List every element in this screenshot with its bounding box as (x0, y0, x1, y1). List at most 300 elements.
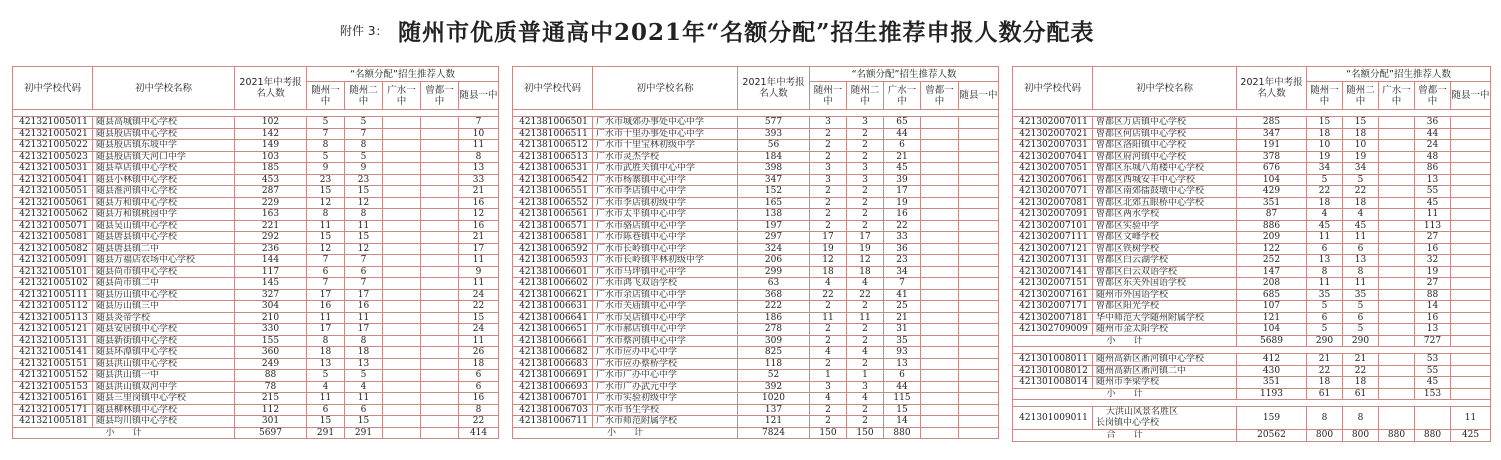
school-code: 421381006661 (513, 335, 593, 347)
school-name: 广水市长岭镇平林初级中学 (593, 255, 738, 267)
quota-sz1: 11 (1307, 232, 1343, 244)
quota-gs1: 19 (884, 197, 921, 209)
quota-sz1: 6 (307, 266, 345, 278)
quota-sx1 (1451, 243, 1491, 255)
quota-sz2: 2 (847, 335, 884, 347)
quota-sz1: 4 (307, 381, 345, 393)
quota-sz1: 16 (307, 301, 345, 313)
quota-sx1: 16 (459, 197, 499, 209)
school-code: 421381006542 (513, 174, 593, 186)
school-code: 421381006581 (513, 232, 593, 244)
spacer-row (1013, 400, 1491, 407)
school-name: 曾都区白云湖学校 (1093, 255, 1237, 267)
quota-zd1 (421, 255, 459, 267)
quota-zd1 (421, 324, 459, 336)
quota-sx1 (1451, 354, 1491, 366)
applicant-count: 222 (738, 301, 810, 313)
school-name: 随州高新区淅河镇中心学校 (1093, 354, 1237, 366)
applicant-count: 1193 (1237, 388, 1307, 400)
table-row (1013, 278, 1491, 290)
school-code: 421302007061 (1013, 174, 1093, 186)
quota-sz2: 11 (1343, 232, 1379, 244)
spacer-cell (13, 110, 499, 117)
school-name: 随县殷店镇天河口中学 (93, 151, 235, 163)
spacer-row (1013, 347, 1491, 354)
school-name: 随县淮河镇中心学校 (93, 186, 235, 198)
col-header-sx1: 随县一中 (1451, 82, 1491, 110)
quota-gs1 (1379, 243, 1415, 255)
quota-sz1: 2 (810, 220, 847, 232)
quota-sz1: 22 (810, 289, 847, 301)
quota-sz2: 7 (345, 128, 383, 140)
quota-sx1: 13 (459, 163, 499, 175)
applicant-count: 121 (738, 416, 810, 428)
quota-sx1 (1451, 324, 1491, 336)
school-code: 421321005112 (13, 301, 93, 313)
quota-gs1: 13 (884, 358, 921, 370)
quota-sz2: 6 (345, 404, 383, 416)
quota-sz2: 17 (345, 289, 383, 301)
quota-gs1 (1379, 335, 1415, 347)
quota-sx1: 425 (1451, 430, 1491, 442)
table-row (1013, 407, 1491, 430)
applicant-count: 102 (235, 117, 307, 129)
quota-zd1 (921, 393, 959, 405)
school-name: 曾都区北郊五眼桥中心学校 (1093, 197, 1237, 209)
school-code: 421321005081 (13, 232, 93, 244)
applicant-count: 1020 (738, 393, 810, 405)
school-code: 421302007121 (1013, 243, 1093, 255)
quota-gs1 (383, 209, 421, 221)
school-code: 421302007181 (1013, 312, 1093, 324)
table-row (513, 266, 999, 278)
quota-gs1: 880 (884, 427, 921, 439)
quota-gs1 (383, 174, 421, 186)
col-header-gs1: 广水一中 (383, 82, 421, 110)
school-name: 随县高城镇中心学校 (93, 117, 235, 129)
school-code: 421321005051 (13, 186, 93, 198)
school-code: 421381006501 (513, 117, 593, 129)
quota-sz2: 150 (847, 427, 884, 439)
quota-sz1: 9 (307, 163, 345, 175)
school-name: 随县柳林镇中心学校 (93, 404, 235, 416)
quota-gs1 (383, 427, 421, 439)
table-row (13, 232, 499, 244)
quota-zd1 (921, 186, 959, 198)
applicant-count: 152 (738, 186, 810, 198)
quota-sz2: 17 (847, 232, 884, 244)
quota-zd1 (421, 335, 459, 347)
table-row (13, 128, 499, 140)
school-name-line1: 大洪山风景名胜区 (1106, 407, 1179, 417)
table-row (513, 117, 999, 129)
table-row (513, 335, 999, 347)
applicant-count: 292 (235, 232, 307, 244)
school-name: 随县厉山镇中心学校 (93, 289, 235, 301)
quota-sz2: 19 (1343, 151, 1379, 163)
quota-gs1 (383, 255, 421, 267)
table-row (513, 381, 999, 393)
col-header-group: “名额分配”招生推荐人数 (810, 67, 999, 82)
school-name: 随县殷店镇中心学校 (93, 128, 235, 140)
quota-sz2: 15 (1343, 117, 1379, 129)
quota-gs1 (383, 140, 421, 152)
quota-sz1: 2 (810, 335, 847, 347)
table-row (513, 128, 999, 140)
school-code: 421381006602 (513, 278, 593, 290)
quota-sz1: 7 (307, 128, 345, 140)
quota-sz1: 3 (810, 117, 847, 129)
quota-gs1 (383, 232, 421, 244)
quota-sz1: 2 (810, 404, 847, 416)
quota-zd1 (421, 163, 459, 175)
table-row (1013, 128, 1491, 140)
school-name-line2: 长岗镇中心学校 (1096, 418, 1160, 428)
quota-sz1: 15 (1307, 117, 1343, 129)
applicant-count: 122 (1237, 243, 1307, 255)
quota-sz1: 2 (810, 128, 847, 140)
table-row (1013, 255, 1491, 267)
school-code: 421381006571 (513, 220, 593, 232)
school-name: 随州高新区淅河镇二中 (1093, 365, 1237, 377)
quota-gs1 (1379, 174, 1415, 186)
quota-zd1 (921, 381, 959, 393)
col-header-sz1: 随州一中 (1307, 82, 1343, 110)
quota-sz2: 15 (345, 186, 383, 198)
quota-sz1: 10 (1307, 140, 1343, 152)
applicant-count: 285 (1237, 117, 1307, 129)
quota-sz2: 800 (1343, 430, 1379, 442)
quota-gs1: 35 (884, 335, 921, 347)
school-code: 421302007111 (1013, 232, 1093, 244)
applicant-count: 144 (235, 255, 307, 267)
table-row (13, 312, 499, 324)
quota-sz1: 800 (1307, 430, 1343, 442)
quota-sx1: 7 (459, 117, 499, 129)
quota-gs1: 880 (1379, 430, 1415, 442)
applicant-count: 252 (1237, 255, 1307, 267)
school-name: 广水市蔡河镇中心中学 (593, 335, 738, 347)
quota-sx1: 21 (459, 232, 499, 244)
applicant-count: 163 (235, 209, 307, 221)
table-row (13, 393, 499, 405)
quota-zd1 (921, 404, 959, 416)
quota-zd1 (921, 312, 959, 324)
quota-sz2: 35 (1343, 289, 1379, 301)
quota-sz1: 12 (307, 243, 345, 255)
quota-gs1 (383, 278, 421, 290)
school-code: 421381006513 (513, 151, 593, 163)
quota-sx1 (1451, 197, 1491, 209)
quota-gs1 (1379, 289, 1415, 301)
school-name: 随州市金太阳学校 (1093, 324, 1237, 336)
quota-sx1 (959, 427, 999, 439)
school-name: 广水市长岭镇中心中学 (593, 243, 738, 255)
table-row (513, 370, 999, 382)
quota-gs1: 17 (884, 186, 921, 198)
school-code: 421381006651 (513, 324, 593, 336)
quota-sz2: 3 (847, 117, 884, 129)
table-row (513, 243, 999, 255)
school-name: 广水市书生学校 (593, 404, 738, 416)
school-code: 421321005071 (13, 220, 93, 232)
table-row (13, 335, 499, 347)
school-name: 曾都区府河镇中心学校 (1093, 151, 1237, 163)
quota-sz2: 2 (847, 151, 884, 163)
subtotal-row (1013, 388, 1491, 400)
table-row (513, 174, 999, 186)
school-name: 随县万和镇桃园中学 (93, 209, 235, 221)
col-header-sx1: 随县一中 (959, 82, 999, 110)
quota-sz2: 6 (345, 266, 383, 278)
quota-sx1 (959, 370, 999, 382)
quota-sz2: 2 (847, 301, 884, 313)
quota-sx1: 10 (459, 128, 499, 140)
quota-sx1 (1451, 232, 1491, 244)
table-row (13, 301, 499, 313)
quota-gs1 (383, 117, 421, 129)
quota-sx1 (959, 140, 999, 152)
quota-sx1: 22 (459, 301, 499, 313)
quota-gs1 (383, 197, 421, 209)
school-name: 曾都区两水学校 (1093, 209, 1237, 221)
quota-gs1 (383, 289, 421, 301)
applicant-count: 197 (738, 220, 810, 232)
quota-zd1: 45 (1415, 377, 1451, 389)
quota-sz1: 7 (307, 278, 345, 290)
quota-sx1 (959, 128, 999, 140)
quota-sx1 (959, 393, 999, 405)
quota-sz2: 11 (1343, 278, 1379, 290)
quota-zd1 (921, 140, 959, 152)
applicant-count: 208 (1237, 278, 1307, 290)
quota-sx1: 16 (459, 220, 499, 232)
quota-sz2: 4 (847, 278, 884, 290)
applicant-count: 149 (235, 140, 307, 152)
quota-sx1: 18 (459, 358, 499, 370)
school-name: 广水市马坪镇中心中学 (593, 266, 738, 278)
quota-sz2: 45 (1343, 220, 1379, 232)
quota-sx1: 24 (459, 289, 499, 301)
school-name: 广水市吴店镇中心中学 (593, 312, 738, 324)
school-name: 曾都区洛阳镇中心学校 (1093, 140, 1237, 152)
quota-sz1: 2 (810, 324, 847, 336)
school-name: 曾都区东城八角楼中心学校 (1093, 163, 1237, 175)
school-name: 随县尚市镇二中 (93, 278, 235, 290)
quota-gs1: 44 (884, 381, 921, 393)
col-header-applicants: 2021年中考报名人数 (738, 67, 810, 110)
quota-sx1 (959, 312, 999, 324)
table-row (513, 358, 999, 370)
quota-sz1: 4 (810, 393, 847, 405)
quota-sz2: 2 (847, 358, 884, 370)
quota-sz2: 22 (1343, 365, 1379, 377)
school-code: 421381006621 (513, 289, 593, 301)
applicant-count: 63 (738, 278, 810, 290)
applicant-count: 142 (235, 128, 307, 140)
quota-sz1: 11 (307, 393, 345, 405)
quota-sx1 (1451, 365, 1491, 377)
table-row (13, 381, 499, 393)
table-row (513, 278, 999, 290)
table-row (13, 174, 499, 186)
quota-sz1: 8 (307, 209, 345, 221)
quota-gs1 (1379, 232, 1415, 244)
quota-zd1 (921, 427, 959, 439)
applicant-count: 347 (1237, 128, 1307, 140)
table-row (513, 255, 999, 267)
school-code: 421381006593 (513, 255, 593, 267)
quota-zd1 (421, 140, 459, 152)
quota-sz1: 18 (1307, 197, 1343, 209)
quota-sx1 (959, 117, 999, 129)
quota-zd1 (421, 220, 459, 232)
school-code: 421301008012 (1013, 365, 1093, 377)
quota-zd1: 19 (1415, 266, 1451, 278)
spacer-row (513, 110, 999, 117)
quota-sz1: 61 (1307, 388, 1343, 400)
quota-gs1 (1379, 266, 1415, 278)
applicant-count: 206 (738, 255, 810, 267)
quota-sz1: 291 (307, 427, 345, 439)
quota-sz1: 3 (810, 381, 847, 393)
quota-gs1 (1379, 278, 1415, 290)
quota-sz2: 8 (1343, 266, 1379, 278)
table-row (513, 312, 999, 324)
quota-sx1 (959, 255, 999, 267)
school-name: 广水市实验初级中学 (593, 393, 738, 405)
quota-sx1 (1451, 151, 1491, 163)
quota-gs1 (1379, 407, 1415, 430)
quota-gs1 (1379, 220, 1415, 232)
quota-gs1 (1379, 365, 1415, 377)
quota-sz1: 18 (1307, 377, 1343, 389)
quota-sz2: 10 (1343, 140, 1379, 152)
quota-sz2: 4 (847, 393, 884, 405)
quota-gs1: 31 (884, 324, 921, 336)
applicant-count: 52 (738, 370, 810, 382)
applicant-count: 209 (1237, 232, 1307, 244)
quota-zd1 (421, 174, 459, 186)
table-row (13, 278, 499, 290)
applicant-count: 351 (1237, 377, 1307, 389)
quota-gs1: 36 (884, 243, 921, 255)
quota-gs1 (383, 312, 421, 324)
table-row (513, 220, 999, 232)
school-name: 随县洪山镇一中 (93, 370, 235, 382)
quota-gs1: 93 (884, 347, 921, 359)
quota-sx1 (959, 232, 999, 244)
school-code: 421321005061 (13, 197, 93, 209)
col-header-name: 初中学校名称 (1093, 67, 1237, 110)
quota-sz1: 11 (1307, 278, 1343, 290)
col-header-group: “名额分配”招生推荐人数 (1307, 67, 1491, 82)
quota-sz1: 290 (1307, 335, 1343, 347)
quota-sz1: 5 (1307, 301, 1343, 313)
school-code: 421302007141 (1013, 266, 1093, 278)
quota-zd1 (921, 347, 959, 359)
col-header-applicants: 2021年中考报名人数 (235, 67, 307, 110)
col-header-gs1: 广水一中 (1379, 82, 1415, 110)
quota-sz2: 3 (847, 163, 884, 175)
quota-sx1 (1451, 117, 1491, 129)
quota-sz1: 8 (1307, 266, 1343, 278)
school-code: 421321005151 (13, 358, 93, 370)
quota-gs1: 25 (884, 301, 921, 313)
school-name: 广水市应办中心中学 (593, 347, 738, 359)
quota-zd1: 27 (1415, 232, 1451, 244)
quota-gs1 (383, 266, 421, 278)
applicant-count: 360 (235, 347, 307, 359)
col-header-sz2: 随州二中 (345, 82, 383, 110)
school-code: 421321005171 (13, 404, 93, 416)
school-code: 421321005121 (13, 324, 93, 336)
school-name: 华中师范大学随州附属学校 (1093, 312, 1237, 324)
table-row (13, 347, 499, 359)
school-code: 421321005152 (13, 370, 93, 382)
table-row (513, 232, 999, 244)
school-name: 随县新街镇中心学校 (93, 335, 235, 347)
school-name: 随州市季梁学校 (1093, 377, 1237, 389)
quota-sz2: 23 (345, 174, 383, 186)
quota-gs1: 16 (884, 209, 921, 221)
school-name: 随县洪山镇双河中学 (93, 381, 235, 393)
school-name: 广水市太平镇中心中学 (593, 209, 738, 221)
school-name: 随县三里岗镇中心学校 (93, 393, 235, 405)
school-code: 421381006561 (513, 209, 593, 221)
quota-sz1: 5 (307, 151, 345, 163)
school-code: 421321005021 (13, 128, 93, 140)
applicant-count: 236 (235, 243, 307, 255)
applicant-count: 103 (235, 151, 307, 163)
quota-sx1 (1451, 388, 1491, 400)
quota-sx1 (1451, 128, 1491, 140)
school-name: 随县万和镇中心学校 (93, 197, 235, 209)
applicant-count: 378 (1237, 151, 1307, 163)
school-name: 广水市十里宝林初级中学 (593, 140, 738, 152)
quota-sx1 (1451, 255, 1491, 267)
table-row (13, 186, 499, 198)
table-row (13, 255, 499, 267)
col-header-zd1: 曾都一中 (421, 82, 459, 110)
quota-zd1: 55 (1415, 186, 1451, 198)
quota-sx1 (959, 289, 999, 301)
table-row (513, 140, 999, 152)
applicant-count: 685 (1237, 289, 1307, 301)
quota-sz2: 22 (847, 289, 884, 301)
col-header-sz2: 随州二中 (847, 82, 884, 110)
quota-sz2: 15 (345, 232, 383, 244)
quota-gs1 (383, 128, 421, 140)
school-name: 随州市外国语学校 (1093, 289, 1237, 301)
applicant-count: 327 (235, 289, 307, 301)
subtotal-row-label: 小 计 (1013, 335, 1237, 347)
quota-gs1 (1379, 388, 1415, 400)
applicant-count: 87 (1237, 209, 1307, 221)
applicant-count: 430 (1237, 365, 1307, 377)
quota-gs1: 115 (884, 393, 921, 405)
page-title: 随州市优质普通高中2021年“名额分配”招生推荐申报人数分配表 (398, 19, 1095, 46)
table-row (513, 347, 999, 359)
quota-sz2: 8 (345, 140, 383, 152)
applicant-count: 886 (1237, 220, 1307, 232)
quota-gs1: 14 (884, 416, 921, 428)
quota-zd1 (921, 278, 959, 290)
quota-sz2: 5 (345, 370, 383, 382)
quota-sz2: 18 (1343, 128, 1379, 140)
quota-sx1: 8 (459, 404, 499, 416)
school-code: 421381006683 (513, 358, 593, 370)
